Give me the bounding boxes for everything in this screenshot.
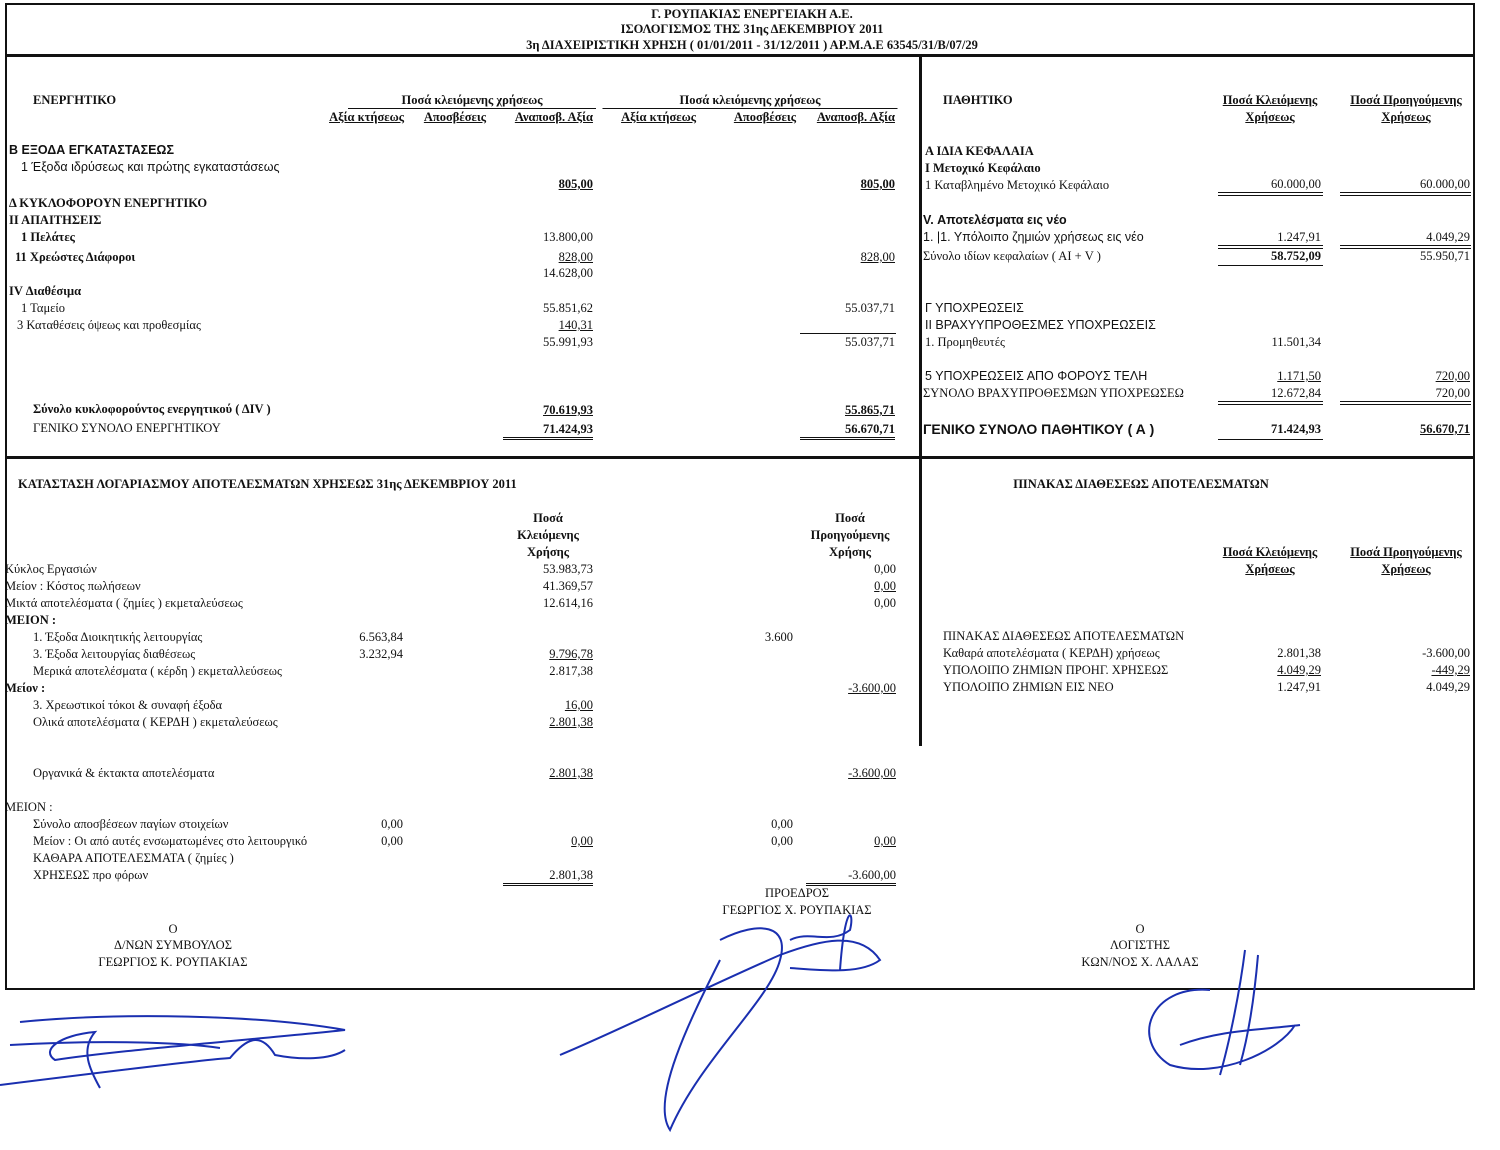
- row-label: 1. Έξοδα Διοικητικής λειτουργίας: [33, 630, 203, 644]
- value: 1.247,91: [1277, 230, 1321, 244]
- row-label: 1 Καταβλημένο Μετοχικό Κεφάλαιο: [925, 178, 1110, 192]
- value: 55.851,62: [543, 301, 593, 315]
- row-label: 1. |1. Υπόλοιπο ζημιών χρήσεως εις νέο: [923, 230, 1144, 244]
- value-cur: 1.247,91: [1277, 680, 1321, 694]
- value: 1.171,50: [1277, 369, 1321, 383]
- section-i-title: Ι Μετοχικό Κεφάλαιο: [925, 161, 1041, 175]
- value: 828,00: [860, 250, 895, 264]
- value-cur: 0,00: [571, 834, 593, 848]
- income-title: ΚΑΤΑΣΤΑΣΗ ΛΟΓΑΡΙΑΣΜΟΥ ΑΠΟΤΕΛΕΣΜΑΤΩΝ ΧΡΗΣΕΩΣ 31ης ΔΕΚΕΜΒΡΙΟΥ 2011: [18, 477, 517, 491]
- value-prev: 0,00: [874, 562, 896, 576]
- value: 56.670,71: [1420, 422, 1470, 436]
- subcol-header: Αποσβέσεις: [733, 110, 796, 124]
- liabilities-title: ΠΑΘΗΤΙΚΟ: [943, 93, 1013, 107]
- row-label: Μείον : Κόστος πωλήσεων: [5, 579, 141, 593]
- col-header: Χρήσεως: [1381, 562, 1431, 576]
- subcol-header: Αναποσβ. Αξία: [514, 110, 593, 124]
- col-header: Χρήσεως: [1245, 562, 1295, 576]
- value: 13.800,00: [543, 230, 593, 244]
- company-name: Γ. ΡΟΥΠΑΚΙΑΣ ΕΝΕΡΓΕΙΑΚΗ Α.Ε.: [651, 7, 853, 21]
- row-label: 1. Προμηθευτές: [925, 335, 1005, 349]
- current-assets-total-label: Σύνολο κυκλοφορούντος ενεργητικού ( ΔΙV ): [33, 402, 271, 416]
- signature-caption: Ο: [1135, 922, 1145, 936]
- value: 55.037,71: [845, 335, 895, 349]
- row-label: ΠΙΝΑΚΑΣ ΔΙΑΘΕΣΕΩΣ ΑΠΟΤΕΛΕΣΜΑΤΩΝ: [943, 629, 1185, 643]
- value-sub: 3.232,94: [359, 647, 403, 661]
- col-header: Ποσά Προηγούμενης: [1350, 545, 1462, 559]
- row-label: 3. Έξοδα λειτουργίας διαθέσεως: [33, 647, 196, 661]
- subcol-header: Αξία κτήσεως: [329, 110, 404, 124]
- value: 4.049,29: [1426, 230, 1470, 244]
- row-label: 1 Ταμείο: [21, 301, 66, 315]
- value-sub: 6.563,84: [359, 630, 403, 644]
- value: 55.991,93: [543, 335, 593, 349]
- row-label: 1 Πελάτες: [21, 230, 75, 244]
- row-label: 11 Χρεώστες Διάφοροι: [15, 250, 136, 264]
- col-header: Προηγούμενης: [810, 528, 890, 542]
- section-g-title: Γ ΥΠΟΧΡΕΩΣΕΙΣ: [925, 301, 1024, 315]
- group-header-prev: Ποσά κλειόμενης χρήσεως: [603, 93, 898, 109]
- value-sub: 0,00: [381, 834, 403, 848]
- value-prev: -3.600,00: [806, 868, 896, 886]
- col-header: Ποσά: [533, 511, 563, 525]
- value-prev_sub: 0,00: [771, 834, 793, 848]
- subcol-header: Αξία κτήσεως: [621, 110, 696, 124]
- row-label: ΥΠΟΛΟΙΠΟ ΖΗΜΙΩΝ ΠΡΟΗΓ. ΧΡΗΣΕΩΣ: [943, 663, 1169, 677]
- row-label: 3. Χρεωστικοί τόκοι & συναφή έξοδα: [33, 698, 223, 712]
- liabilities-grand-total-label: ΓΕΝΙΚΟ ΣΥΝΟΛΟ ΠΑΘΗΤΙΚΟΥ ( Α ): [923, 421, 1155, 437]
- section-a-title: Α ΙΔΙΑ ΚΕΦΑΛΑΙΑ: [925, 144, 1034, 158]
- value-prev: -449,29: [1431, 663, 1470, 677]
- value: 805,00: [558, 177, 593, 191]
- assets-title: ΕΝΕΡΓΗΤΙΚΟ: [33, 93, 117, 107]
- value-prev: -3.600,00: [848, 681, 896, 695]
- value-cur: 12.614,16: [543, 596, 593, 610]
- group-header-current: Ποσά κλειόμενης χρήσεως: [348, 93, 596, 109]
- row-label: ΧΡΗΣΕΩΣ προ φόρων: [33, 868, 149, 882]
- value-cur: 53.983,73: [543, 562, 593, 576]
- row-label: ΜΕΙΟΝ :: [5, 613, 57, 627]
- value-sub: 0,00: [381, 817, 403, 831]
- document-title: ΙΣΟΛΟΓΙΣΜΟΣ ΤΗΣ 31ης ΔΕΚΕΜΒΡΙΟΥ 2011: [620, 22, 884, 36]
- value: 56.670,71: [800, 422, 895, 440]
- value: 14.628,00: [543, 266, 593, 280]
- section-d-title: Δ ΚΥΚΛΟΦΟΡΟΥΝ ΕΝΕΡΓΗΤΙΚΟ: [9, 196, 208, 210]
- value: 71.424,93: [1271, 422, 1321, 436]
- col-header: Χρήσης: [829, 545, 871, 559]
- col-header: Χρήσης: [527, 545, 569, 559]
- value-cur: 2.801,38: [503, 868, 593, 886]
- fiscal-period: 3η ΔΙΑΧΕΙΡΙΣΤΙΚΗ ΧΡΗΣΗ ( 01/01/2011 - 31/12/2011 ) ΑΡ.Μ.Α.Ε 63545/31/Β/07/29: [526, 38, 978, 52]
- section-b-title: Β ΕΞΟΔΑ ΕΓΚΑΤΑΣΤΑΣΕΩΣ: [9, 143, 174, 157]
- value: 71.424,93: [503, 422, 593, 440]
- col-header: Ποσά Προηγούμενης: [1350, 93, 1462, 107]
- signature-caption: ΓΕΩΡΓΙΟΣ Κ. ΡΟΥΠΑΚΙΑΣ: [98, 955, 248, 969]
- row-label: Μικτά αποτελέσματα ( ζημίες ) εκμεταλεύσεως: [5, 596, 243, 610]
- value-prev: 4.049,29: [1426, 680, 1470, 694]
- row-label: Μείον : Οι από αυτές ενσωματωμένες στο λειτουργικό: [33, 834, 308, 848]
- subcol-header: Αναποσβ. Αξία: [816, 110, 895, 124]
- value: 60.000,00: [1271, 177, 1321, 191]
- value: 11.501,34: [1271, 335, 1321, 349]
- row-label: Οργανικά & έκτακτα αποτελέσματα: [33, 766, 215, 780]
- section-iv-title: IV Διαθέσιμα: [9, 284, 82, 298]
- value: 60.000,00: [1420, 177, 1470, 191]
- signature-caption: ΚΩΝ/ΝΟΣ Χ. ΛΑΛΑΣ: [1081, 955, 1199, 969]
- row-label: Κύκλος Εργασιών: [5, 562, 97, 576]
- value-cur: 4.049,29: [1277, 663, 1321, 677]
- col-header: Κλειόμενης: [517, 528, 579, 542]
- assets-grand-total-label: ΓΕΝΙΚΟ ΣΥΝΟΛΟ ΕΝΕΡΓΗΤΙΚΟΥ: [33, 421, 221, 435]
- col-header: Χρήσεως: [1381, 110, 1431, 124]
- row-label: Ολικά αποτελέσματα ( ΚΕΡΔΗ ) εκμεταλεύσεως: [33, 715, 278, 729]
- value: 70.619,93: [543, 403, 593, 417]
- value-cur: 2.801,38: [1277, 646, 1321, 660]
- col-header: Ποσά: [835, 511, 865, 525]
- value: 720,00: [1435, 369, 1470, 383]
- value-prev_sub: 3.600: [764, 630, 793, 644]
- value-prev: -3.600,00: [848, 766, 896, 780]
- value-prev: 0,00: [874, 579, 896, 593]
- value-cur: 2.801,38: [549, 715, 593, 729]
- value-cur: 2.801,38: [549, 766, 593, 780]
- value-prev: -3.600,00: [1422, 646, 1470, 660]
- distribution-title: ΠΙΝΑΚΑΣ ΔΙΑΘΕΣΕΩΣ ΑΠΟΤΕΛΕΣΜΑΤΩΝ: [1013, 477, 1269, 491]
- col-header: Χρήσεως: [1245, 110, 1295, 124]
- value: 55.950,71: [1420, 249, 1470, 263]
- value-cur: 2.817,38: [549, 664, 593, 678]
- signature-caption: Ο: [168, 922, 178, 936]
- value-cur: 41.369,57: [543, 579, 593, 593]
- value: 828,00: [558, 250, 593, 264]
- col-header: Ποσά Κλειόμενης: [1222, 93, 1318, 107]
- signature-caption: ΓΕΩΡΓΙΟΣ Χ. ΡΟΥΠΑΚΙΑΣ: [722, 903, 872, 917]
- value-cur: 9.796,78: [549, 647, 593, 661]
- value: 720,00: [1435, 386, 1470, 400]
- row-label: 3 Καταθέσεις όψεως και προθεσμίας: [17, 318, 201, 332]
- value-prev: 0,00: [874, 834, 896, 848]
- short-term-total-label: ΣΥΝΟΛΟ ΒΡΑΧΥΠΡΟΘΕΣΜΩΝ ΥΠΟΧΡΕΩΣΕΩ: [923, 386, 1184, 400]
- row-label: Καθαρά αποτελέσματα ( ΚΕΡΔΗ) χρήσεως: [943, 646, 1160, 660]
- subcol-header: Αποσβέσεις: [423, 110, 486, 124]
- section-ii-title: ΙΙ ΑΠΑΙΤΗΣΕΙΣ: [9, 213, 102, 227]
- section-ii-title: ΙΙ ΒΡΑΧΥΥΠΡΟΘΕΣΜΕΣ ΥΠΟΧΡΕΩΣΕΙΣ: [925, 318, 1156, 332]
- value: 55.865,71: [845, 403, 895, 417]
- row-label: Μερικά αποτελέσματα ( κέρδη ) εκμεταλλεύσεως: [33, 664, 282, 678]
- value: 58.752,09: [1271, 249, 1321, 263]
- row-label: Μείον :: [5, 681, 46, 695]
- signature-president: [560, 915, 880, 1130]
- value-cur: 16,00: [564, 698, 593, 712]
- col-header: Ποσά Κλειόμενης: [1222, 545, 1318, 559]
- row-label: 1 Έξοδα ιδρύσεως και πρώτης εγκαταστάσεως: [21, 160, 280, 174]
- value: 805,00: [860, 177, 895, 191]
- value: 55.037,71: [845, 301, 895, 315]
- row-label: ΚΑΘΑΡΑ ΑΠΟΤΕΛΕΣΜΑΤΑ ( ζημίες ): [33, 851, 234, 865]
- value-prev_sub: 0,00: [771, 817, 793, 831]
- row-label: 5 ΥΠΟΧΡΕΩΣΕΙΣ ΑΠΟ ΦΟΡΟΥΣ ΤΕΛΗ: [925, 369, 1148, 383]
- row-label: ΜΕΙΟΝ :: [5, 800, 53, 814]
- value-prev: 0,00: [874, 596, 896, 610]
- section-v-title: V. Αποτελέσματα εις νέο: [923, 213, 1067, 227]
- value: 12.672,84: [1271, 386, 1321, 400]
- signature-accountant: [1149, 950, 1300, 1075]
- row-label: Σύνολο αποσβέσεων παγίων στοιχείων: [33, 817, 229, 831]
- signature-ceo: [0, 1016, 345, 1088]
- signature-caption: ΠΡΟΕΔΡΟΣ: [765, 886, 829, 900]
- equity-total-label: Σύνολο ιδίων κεφαλαίων ( ΑΙ + V ): [923, 249, 1101, 263]
- signature-caption: Δ/ΝΩΝ ΣΥΜΒΟΥΛΟΣ: [114, 938, 232, 952]
- value: 140,31: [558, 318, 593, 332]
- row-label: ΥΠΟΛΟΙΠΟ ΖΗΜΙΩΝ ΕΙΣ ΝΕΟ: [943, 680, 1114, 694]
- signature-caption: ΛΟΓΙΣΤΗΣ: [1109, 938, 1171, 952]
